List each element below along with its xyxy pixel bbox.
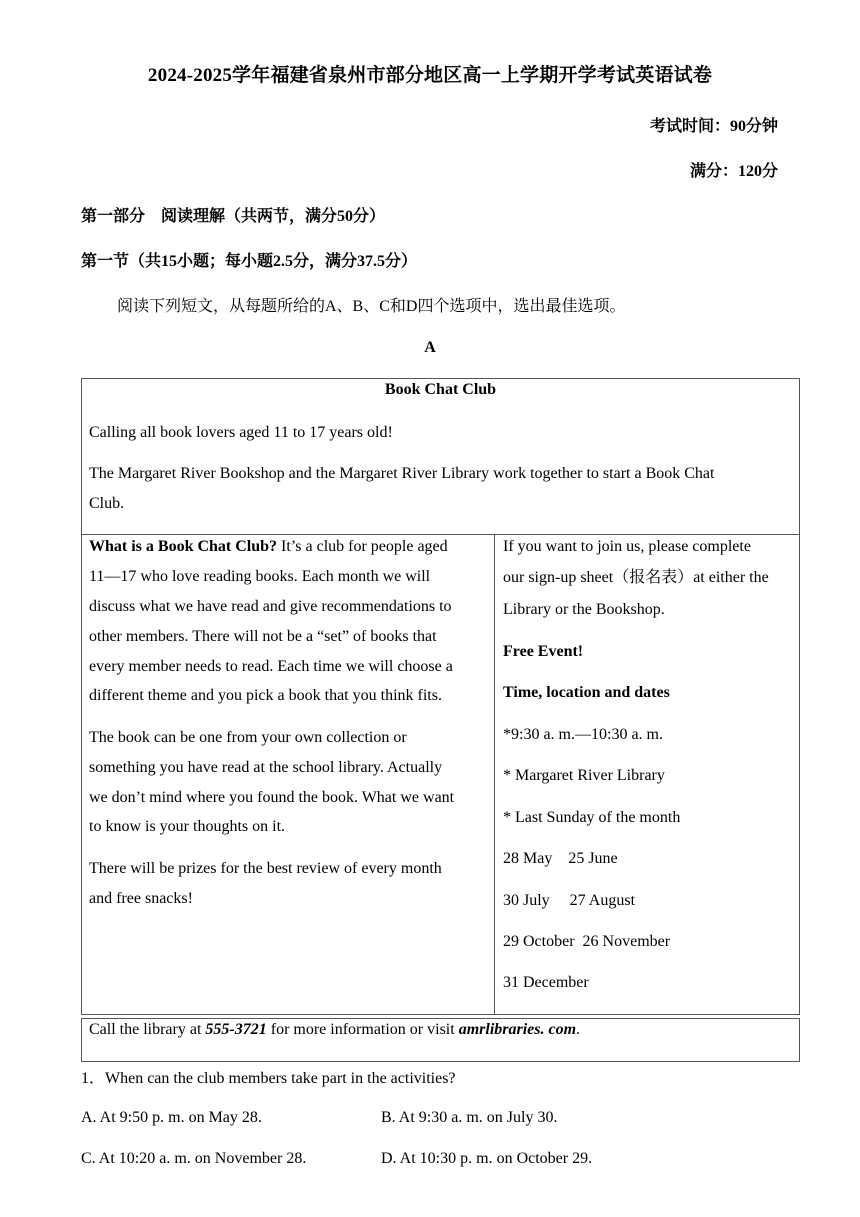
book-source-line: we don’t mind where you found the book. What we want xyxy=(89,789,455,806)
what-is-line: different theme and you pick a book that you think fits. xyxy=(89,687,442,704)
instruction: 阅读下列短文，从每题所给的A、B、C和D四个选项中，选出最佳选项。 xyxy=(117,298,626,315)
event-dates: 30 July 27 August xyxy=(503,892,636,909)
event-dates: 29 October 26 November xyxy=(503,933,671,950)
question-stem: 1．When can the club members take part in the activities? xyxy=(81,1070,456,1087)
exam-time: 考试时间：90分钟 xyxy=(649,118,778,135)
full-score: 满分：120分 xyxy=(689,163,778,180)
contact-line xyxy=(89,1021,580,1039)
join-line: If you want to join us, please complete xyxy=(503,538,751,555)
event-dates: 28 May 25 June xyxy=(503,850,618,867)
time-location-heading: Time, location and dates xyxy=(503,684,670,701)
contact-middle: for more information or visit xyxy=(266,1021,459,1038)
join-line: our sign-up sheet（报名表）at either the xyxy=(503,569,769,586)
what-is-line: discuss what we have read and give recommendations to xyxy=(89,598,452,615)
book-source-line: The book can be one from your own collection or xyxy=(89,729,407,746)
option-a: A. At 9:50 p. m. on May 28. xyxy=(81,1109,262,1126)
option-c: C. At 10:20 a. m. on November 28. xyxy=(81,1150,307,1167)
what-is-text: It’s a club for people aged xyxy=(277,538,448,555)
option-b: B. At 9:30 a. m. on July 30. xyxy=(381,1109,558,1126)
prizes-line: There will be prizes for the best review of every month xyxy=(89,860,442,877)
club-title: Book Chat Club xyxy=(384,381,497,398)
contact-suffix: . xyxy=(576,1021,581,1038)
section-heading: 第一节（共15小题；每小题2.5分，满分37.5分） xyxy=(81,253,418,270)
prizes-line: and free snacks! xyxy=(89,890,193,907)
event-when: * Last Sunday of the month xyxy=(503,809,681,826)
option-d: D. At 10:30 p. m. on October 29. xyxy=(381,1150,593,1167)
contact-phone: 555-3721 xyxy=(205,1021,267,1038)
event-location: * Margaret River Library xyxy=(503,767,665,784)
what-is-line: 11—17 who love reading books. Each month we will xyxy=(89,568,431,585)
join-line: Library or the Bookshop. xyxy=(503,601,665,618)
part-heading: 第一部分 阅读理解（共两节，满分50分） xyxy=(81,208,386,225)
intro-line: Calling all book lovers aged 11 to 17 years old! xyxy=(89,424,393,441)
contact-website: amrlibraries. com xyxy=(458,1021,577,1038)
passage-letter: A xyxy=(424,339,436,356)
table-divider-vertical xyxy=(494,534,495,1015)
free-event: Free Event! xyxy=(503,643,584,660)
event-dates: 31 December xyxy=(503,974,589,991)
what-is-line: other members. There will not be a “set” of books that xyxy=(89,628,437,645)
intro-paragraph-line1: The Margaret River Bookshop and the Margaret River Library work together to start a Book Chat xyxy=(89,465,715,482)
book-source-line: to know is your thoughts on it. xyxy=(89,818,286,835)
what-is-line: every member needs to read. Each time we will choose a xyxy=(89,658,453,675)
intro-paragraph-line2: Club. xyxy=(89,495,125,512)
event-time: *9:30 a. m.—10:30 a. m. xyxy=(503,726,663,743)
what-is-first-line xyxy=(89,532,448,562)
what-is-label: What is a Book Chat Club? xyxy=(89,538,278,555)
exam-title: 2024-2025学年福建省泉州市部分地区高一上学期开学考试英语试卷 xyxy=(147,65,713,86)
contact-prefix: Call the library at xyxy=(89,1021,206,1038)
book-source-line: something you have read at the school library. Actually xyxy=(89,759,443,776)
